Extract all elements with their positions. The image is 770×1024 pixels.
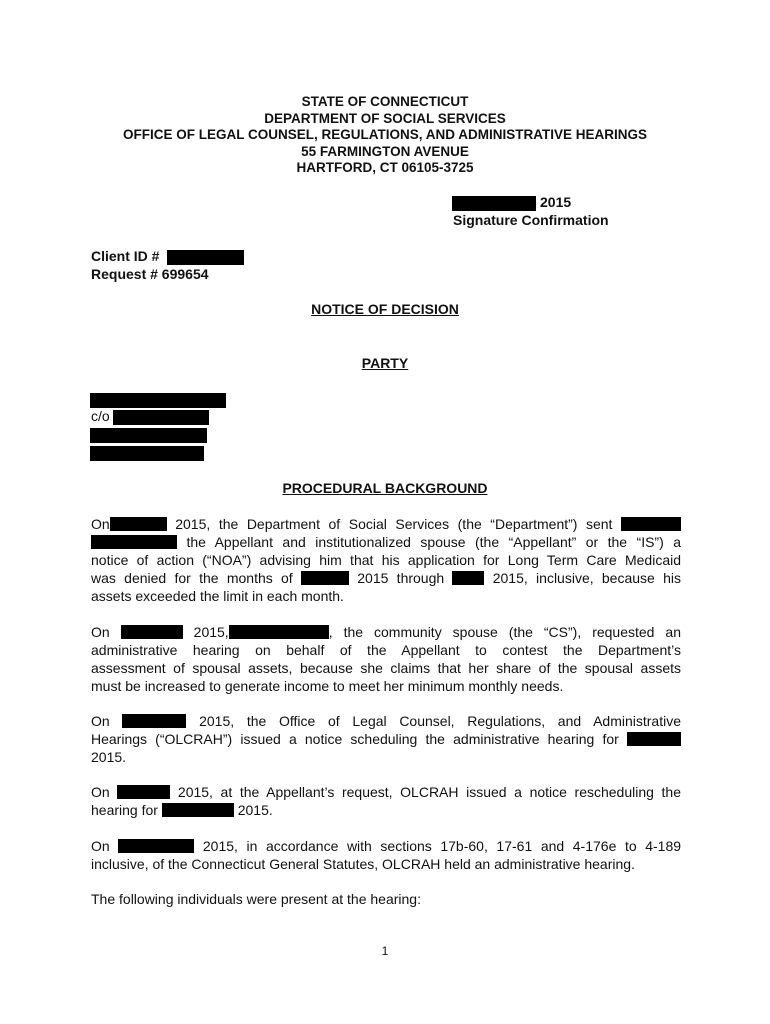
text: The following individuals were present at the hearing: [91,891,421,907]
paragraph-hearing-request [91,623,681,695]
text: inclusive, of the Connecticut General Statutes, OLCRAH held an administrative hearing. [91,856,635,872]
text: 2015, the Office of Legal Counsel, Regulations, and Administrative [199,713,681,729]
text: , the community spouse (the “CS”), requested an [328,624,682,640]
text: 2015. [91,749,127,765]
redacted-party-name [90,393,226,408]
paragraph-attendees [91,890,681,908]
party-title: PARTY [361,355,409,371]
text: 2015 through [357,570,445,586]
text: assets exceeded the limit in each month. [91,588,344,604]
procedural-background-title: PROCEDURAL BACKGROUND [282,480,488,496]
request-number: Request # 699654 [91,266,209,282]
party-care-of: c/o [91,408,110,424]
text: Hearings (“OLCRAH”) issued a notice scheduling the administrative hearing for [91,731,619,747]
text: 2015. [237,802,273,818]
text: On [91,516,110,532]
signature-confirmation: Signature Confirmation [453,212,609,228]
paragraph-hearing-held [91,837,681,873]
redacted-date [121,625,183,639]
redacted-name [91,535,177,549]
redacted-care-of-name [113,410,209,425]
notice-of-decision-title: NOTICE OF DECISION [311,301,459,317]
text: 2015, [193,624,229,640]
redacted-date [162,803,234,817]
text: On [91,784,110,800]
redacted-date [122,714,186,728]
client-id-label: Client ID # [91,248,160,264]
redacted-name [229,625,329,639]
text: 2015, the Department of Social Services (the “Department”) sent [175,516,613,532]
text: administrative hearing on behalf of the Appellant to contest the Department’s [91,642,681,658]
text: hearing for [91,802,158,818]
letterhead [0,94,770,177]
redacted-date [110,517,167,531]
paragraph-rescheduling [91,783,681,819]
letterhead-department: DEPARTMENT OF SOCIAL SERVICES [264,110,506,126]
letterhead-state: STATE OF CONNECTICUT [301,94,469,109]
text: was denied for the months of [91,570,293,586]
paragraph-noa [91,515,681,605]
page-number: 1 [381,944,389,958]
redacted-month [452,571,484,585]
redacted-date [118,839,194,853]
redacted-name [621,517,681,531]
text: 2015, at the Appellant’s request, OLCRAH issued a notice rescheduling the [177,784,681,800]
redacted-client-id [167,250,244,265]
text: On [91,624,110,640]
letterhead-street: 55 FARMINGTON AVENUE [301,143,469,159]
text: On [91,838,110,854]
redacted-address-line2 [90,446,204,461]
text: notice of action (“NOA”) advising him that his application for Long Term Care Medicaid [91,552,681,568]
text: 2015, inclusive, because his [492,570,682,586]
redacted-month [301,571,349,585]
letterhead-office: OFFICE OF LEGAL COUNSEL, REGULATIONS, AND ADMINISTRATIVE HEARINGS [122,127,647,142]
letterhead-city: HARTFORD, CT 06105-3725 [296,160,474,175]
text: 2015, in accordance with sections 17b-60, 17-61 and 4-176e to 4-189 [202,838,682,854]
date-year: 2015 [540,194,572,210]
text: assessment of spousal assets, because she claims that her share of the spousal assets [91,660,681,676]
redacted-date [452,196,536,211]
text: must be increased to generate income to meet her minimum monthly needs. [91,678,564,694]
paragraph-scheduling [91,712,681,766]
redacted-date [627,732,681,746]
text: On [91,713,110,729]
text: the Appellant and institutionalized spouse (the “Appellant” or the “IS”) a [186,534,681,550]
redacted-date [117,785,170,799]
redacted-address-line1 [90,428,207,443]
